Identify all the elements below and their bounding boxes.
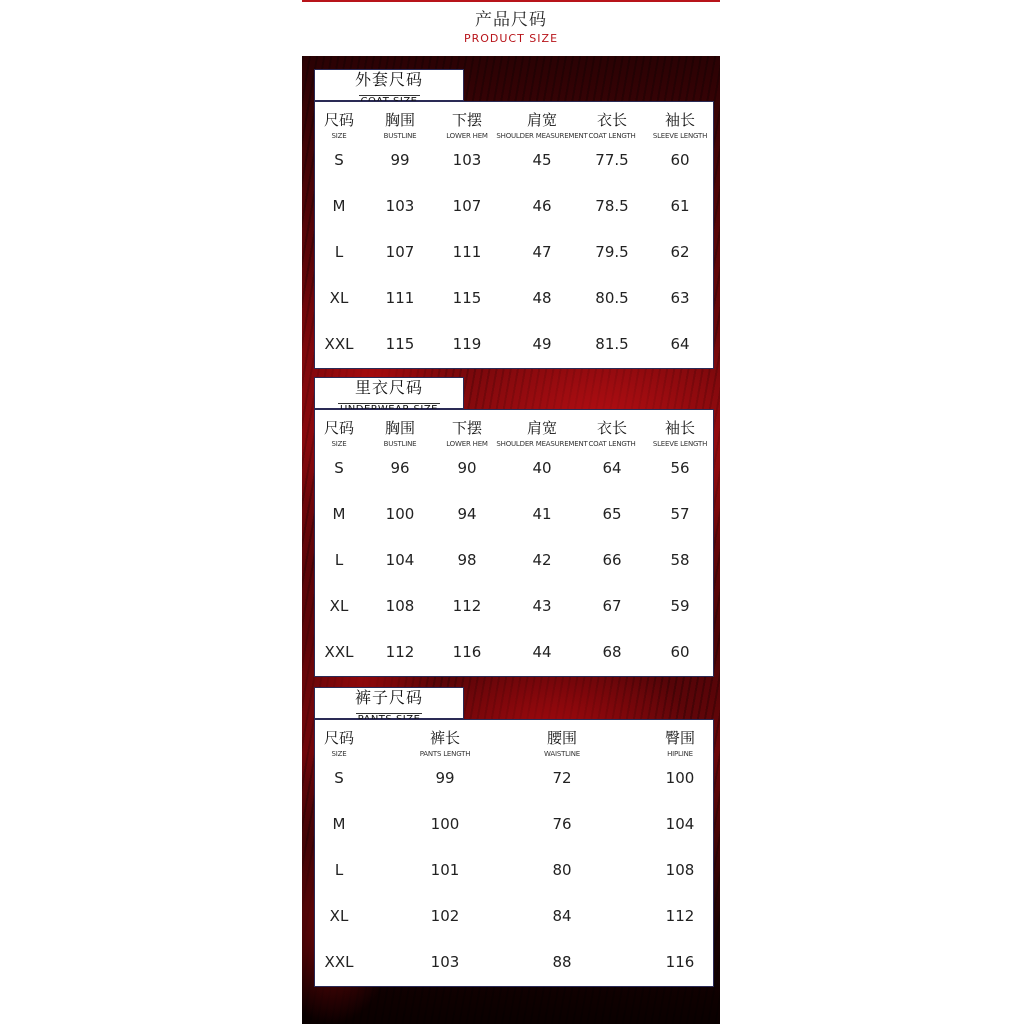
header-cell-pants-length xyxy=(420,728,471,760)
table-cell-value: M xyxy=(332,505,346,523)
header-cell-lower-hem xyxy=(446,110,488,142)
coat-size-table xyxy=(314,101,714,369)
table-row xyxy=(315,504,713,550)
pants-size-table xyxy=(314,719,714,987)
table-cell-value: 94 xyxy=(457,505,477,523)
table-row xyxy=(315,814,713,860)
table-cell-value: 103 xyxy=(430,953,460,971)
header-label-en: LOWER HEM xyxy=(446,132,488,140)
header-label-en: SIZE xyxy=(331,132,347,140)
table-cell-value: 46 xyxy=(532,197,552,215)
table-cell-value: 115 xyxy=(452,289,482,307)
table-cell-value: 99 xyxy=(390,151,410,169)
header-cell-hipline xyxy=(665,728,695,760)
header-label-cn: 尺码 xyxy=(323,729,355,747)
coat-size-title: 外套尺码 xyxy=(354,70,423,89)
header-label-cn: 胸围 xyxy=(384,419,416,437)
table-cell-value: XL xyxy=(329,597,349,615)
table-cell-value: 88 xyxy=(552,953,572,971)
table-row xyxy=(315,952,713,998)
header-label-en: SHOULDER MEASUREMENT xyxy=(496,440,588,448)
table-cell-value: 67 xyxy=(602,597,622,615)
table-cell-value: M xyxy=(332,815,346,833)
table-row xyxy=(315,196,713,242)
table-cell-value: 62 xyxy=(670,243,690,261)
header-label-en: BUSTLINE xyxy=(383,440,417,448)
table-cell-value: 66 xyxy=(602,551,622,569)
table-cell-value: S xyxy=(334,151,344,169)
header-label-cn: 袖长 xyxy=(664,419,695,437)
header-label-en: SIZE xyxy=(331,750,347,758)
table-cell-value: 107 xyxy=(452,197,482,215)
underwear-size-title: 里衣尺码 xyxy=(354,378,423,397)
table-cell-value: 64 xyxy=(602,459,622,477)
table-header-row xyxy=(315,102,713,150)
header-cell-size xyxy=(324,110,354,142)
table-cell-value: 72 xyxy=(552,769,572,787)
header-cell-coat-length xyxy=(588,110,635,142)
table-cell-value: 43 xyxy=(532,597,552,615)
table-row xyxy=(315,550,713,596)
table-cell-value: 96 xyxy=(390,459,410,477)
header-label-cn: 腰围 xyxy=(546,729,577,747)
header-label-cn: 肩宽 xyxy=(526,419,558,437)
table-cell-value: XXL xyxy=(324,953,354,971)
header-cell-coat-length xyxy=(588,418,635,450)
header-label-en: SIZE xyxy=(331,440,347,448)
table-cell-value: 64 xyxy=(670,335,690,353)
table-cell-value: XXL xyxy=(324,335,354,353)
table-cell-value: 77.5 xyxy=(595,151,629,169)
table-cell-value: 102 xyxy=(430,907,460,925)
table-cell-value: 108 xyxy=(385,597,415,615)
table-cell-value: 104 xyxy=(385,551,415,569)
table-cell-value: 103 xyxy=(452,151,482,169)
page-header xyxy=(302,8,720,46)
table-cell-value: 48 xyxy=(532,289,552,307)
table-cell-value: 79.5 xyxy=(595,243,629,261)
table-cell-value: 115 xyxy=(385,335,415,353)
header-cell-bustline xyxy=(384,418,417,450)
table-cell-value: 103 xyxy=(385,197,415,215)
table-row xyxy=(315,334,713,380)
table-cell-value: 60 xyxy=(670,643,690,661)
table-row xyxy=(315,642,713,688)
table-cell-value: XXL xyxy=(324,643,354,661)
table-cell-value: 40 xyxy=(532,459,552,477)
table-cell-value: 90 xyxy=(457,459,477,477)
table-cell-value: 100 xyxy=(385,505,415,523)
header-cell-size xyxy=(324,418,354,450)
header-label-en: SLEEVE LENGTH xyxy=(652,440,708,448)
header-label-en: SHOULDER MEASUREMENT xyxy=(496,132,588,140)
page-subtitle: PRODUCT SIZE xyxy=(463,32,559,45)
table-row xyxy=(315,288,713,334)
table-header-row xyxy=(315,410,713,458)
table-cell-value: 111 xyxy=(452,243,482,261)
table-cell-value: 100 xyxy=(665,769,695,787)
coat-size-tag xyxy=(314,69,464,101)
header-cell-sleeve-length xyxy=(653,110,707,142)
top-accent-line xyxy=(302,0,720,2)
header-cell-lower-hem xyxy=(446,418,488,450)
table-cell-value: 104 xyxy=(665,815,695,833)
table-cell-value: 60 xyxy=(670,151,690,169)
header-label-en: BUSTLINE xyxy=(383,132,417,140)
header-label-en: SLEEVE LENGTH xyxy=(652,132,708,140)
table-cell-value: 49 xyxy=(532,335,552,353)
table-cell-value: 45 xyxy=(532,151,552,169)
table-cell-value: 81.5 xyxy=(595,335,629,353)
table-cell-value: 65 xyxy=(602,505,622,523)
size-chart-panel xyxy=(302,56,720,1024)
table-row xyxy=(315,242,713,288)
table-cell-value: 41 xyxy=(532,505,552,523)
table-cell-value: XL xyxy=(329,289,349,307)
table-cell-value: L xyxy=(334,861,344,879)
header-label-en: HIPLINE xyxy=(667,750,693,758)
table-cell-value: L xyxy=(334,243,344,261)
table-cell-value: 99 xyxy=(435,769,455,787)
table-cell-value: 112 xyxy=(385,643,415,661)
table-cell-value: XL xyxy=(329,907,349,925)
table-cell-value: 56 xyxy=(670,459,690,477)
table-header-row xyxy=(315,720,713,768)
table-cell-value: 63 xyxy=(670,289,690,307)
table-cell-value: 42 xyxy=(532,551,552,569)
table-cell-value: S xyxy=(334,769,344,787)
underwear-size-tag xyxy=(314,377,464,409)
header-cell-sleeve-length xyxy=(653,418,707,450)
table-cell-value: 116 xyxy=(452,643,482,661)
header-cell-size xyxy=(324,728,354,760)
table-cell-value: 57 xyxy=(670,505,690,523)
underwear-size-table xyxy=(314,409,714,677)
table-cell-value: 116 xyxy=(665,953,695,971)
table-cell-value: 68 xyxy=(602,643,622,661)
header-label-cn: 裤长 xyxy=(429,729,460,747)
header-label-cn: 尺码 xyxy=(323,111,355,129)
pants-size-tag xyxy=(314,687,464,719)
table-row xyxy=(315,906,713,952)
header-label-en: COAT LENGTH xyxy=(588,440,636,448)
table-cell-value: 84 xyxy=(552,907,572,925)
table-row xyxy=(315,596,713,642)
table-cell-value: 76 xyxy=(552,815,572,833)
table-cell-value: 100 xyxy=(430,815,460,833)
header-label-en: PANTS LENGTH xyxy=(419,750,471,758)
table-cell-value: 111 xyxy=(385,289,415,307)
table-cell-value: 112 xyxy=(452,597,482,615)
page-title: 产品尺码 xyxy=(475,10,547,30)
table-row xyxy=(315,768,713,814)
header-label-cn: 臀围 xyxy=(664,729,696,747)
header-cell-shoulder xyxy=(496,418,587,450)
table-cell-value: 98 xyxy=(457,551,477,569)
header-label-en: LOWER HEM xyxy=(446,440,488,448)
table-cell-value: 101 xyxy=(430,861,460,879)
header-label-cn: 下摆 xyxy=(451,111,482,129)
header-label-en: WAISTLINE xyxy=(544,750,580,758)
header-label-cn: 下摆 xyxy=(451,419,482,437)
header-label-cn: 胸围 xyxy=(384,111,416,129)
table-cell-value: M xyxy=(332,197,346,215)
table-cell-value: 80.5 xyxy=(595,289,629,307)
header-label-cn: 衣长 xyxy=(596,419,628,437)
table-row xyxy=(315,860,713,906)
table-cell-value: L xyxy=(334,551,344,569)
header-label-cn: 肩宽 xyxy=(526,111,558,129)
table-cell-value: 58 xyxy=(670,551,690,569)
header-label-en: COAT LENGTH xyxy=(588,132,636,140)
table-cell-value: 112 xyxy=(665,907,695,925)
table-cell-value: 59 xyxy=(670,597,690,615)
header-cell-bustline xyxy=(384,110,417,142)
table-cell-value: 47 xyxy=(532,243,552,261)
header-label-cn: 袖长 xyxy=(664,111,695,129)
table-cell-value: 78.5 xyxy=(595,197,629,215)
table-cell-value: 107 xyxy=(385,243,415,261)
table-cell-value: 44 xyxy=(532,643,552,661)
table-cell-value: 108 xyxy=(665,861,695,879)
table-row xyxy=(315,458,713,504)
table-cell-value: 80 xyxy=(552,861,572,879)
header-label-cn: 尺码 xyxy=(323,419,355,437)
header-label-cn: 衣长 xyxy=(596,111,628,129)
table-cell-value: 119 xyxy=(452,335,482,353)
table-cell-value: 61 xyxy=(670,197,690,215)
header-cell-shoulder xyxy=(496,110,587,142)
table-cell-value: S xyxy=(334,459,344,477)
pants-size-title: 裤子尺码 xyxy=(354,688,423,707)
header-cell-waistline xyxy=(544,728,580,760)
table-row xyxy=(315,150,713,196)
